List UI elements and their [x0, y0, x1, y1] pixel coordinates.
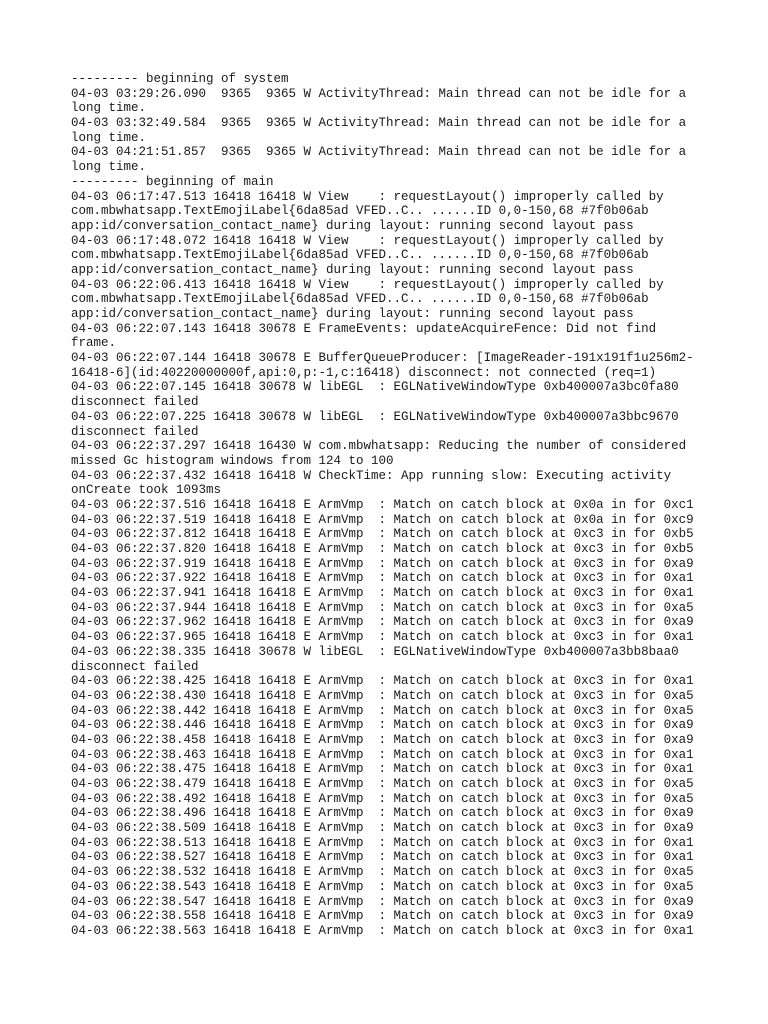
- log-line: 04-03 06:22:38.446 16418 16418 E ArmVmp : Match on catch block at 0xc3 in for 0xa9: [71, 718, 694, 733]
- log-line: missed Gc histogram windows from 124 to 100: [71, 453, 394, 468]
- log-line: 04-03 06:22:38.547 16418 16418 E ArmVmp : Match on catch block at 0xc3 in for 0xa9: [71, 894, 694, 909]
- log-line: com.mbwhatsapp.TextEmojiLabel{6da85ad VFED..C.. ......ID 0,0-150,68 #7f0b06ab: [71, 204, 649, 219]
- log-line: 04-03 06:22:37.962 16418 16418 E ArmVmp : Match on catch block at 0xc3 in for 0xa9: [71, 615, 694, 630]
- log-line: 04-03 06:22:38.532 16418 16418 E ArmVmp : Match on catch block at 0xc3 in for 0xa5: [71, 865, 694, 880]
- log-line: disconnect failed: [71, 424, 199, 439]
- log-line: 04-03 03:29:26.090 9365 9365 W ActivityThread: Main thread can not be idle for a: [71, 86, 687, 101]
- log-line: 04-03 06:22:38.458 16418 16418 E ArmVmp : Match on catch block at 0xc3 in for 0xa9: [71, 732, 694, 747]
- log-line: 04-03 06:22:37.432 16418 16418 W CheckTime: App running slow: Executing activity: [71, 468, 672, 483]
- log-line: 04-03 06:22:37.519 16418 16418 E ArmVmp : Match on catch block at 0x0a in for 0xc9: [71, 512, 694, 527]
- log-line: 04-03 06:22:37.922 16418 16418 E ArmVmp : Match on catch block at 0xc3 in for 0xa1: [71, 571, 694, 586]
- logcat-output: [71, 72, 711, 939]
- log-line: long time.: [71, 130, 147, 145]
- log-line: 04-03 06:22:37.812 16418 16418 E ArmVmp : Match on catch block at 0xc3 in for 0xb5: [71, 527, 694, 542]
- log-line: 04-03 06:22:07.144 16418 30678 E BufferQueueProducer: [ImageReader-191x191f1u256m2-: [71, 351, 694, 366]
- log-line: com.mbwhatsapp.TextEmojiLabel{6da85ad VFED..C.. ......ID 0,0-150,68 #7f0b06ab: [71, 248, 649, 263]
- log-line: 04-03 06:22:07.143 16418 30678 E FrameEvents: updateAcquireFence: Did not find: [71, 321, 657, 336]
- log-line: app:id/conversation_contact_name} during layout: running second layout pass: [71, 262, 634, 277]
- log-line: 04-03 06:22:38.475 16418 16418 E ArmVmp : Match on catch block at 0xc3 in for 0xa1: [71, 762, 694, 777]
- log-line: 04-03 04:21:51.857 9365 9365 W ActivityThread: Main thread can not be idle for a: [71, 145, 687, 160]
- log-line: 04-03 06:22:38.442 16418 16418 E ArmVmp : Match on catch block at 0xc3 in for 0xa5: [71, 703, 694, 718]
- log-line: 04-03 06:22:38.496 16418 16418 E ArmVmp : Match on catch block at 0xc3 in for 0xa9: [71, 806, 694, 821]
- log-line: 04-03 06:22:37.516 16418 16418 E ArmVmp : Match on catch block at 0x0a in for 0xc1: [71, 497, 694, 512]
- log-line: onCreate took 1093ms: [71, 483, 222, 498]
- log-line: com.mbwhatsapp.TextEmojiLabel{6da85ad VFED..C.. ......ID 0,0-150,68 #7f0b06ab: [71, 292, 649, 307]
- log-line: frame.: [71, 336, 117, 351]
- log-line: 04-03 06:22:38.463 16418 16418 E ArmVmp : Match on catch block at 0xc3 in for 0xa1: [71, 747, 694, 762]
- log-line: 04-03 06:22:38.558 16418 16418 E ArmVmp : Match on catch block at 0xc3 in for 0xa9: [71, 909, 694, 924]
- log-line: 04-03 06:17:47.513 16418 16418 W View : requestLayout() improperly called by: [71, 189, 664, 204]
- log-line: 04-03 06:22:38.425 16418 16418 E ArmVmp : Match on catch block at 0xc3 in for 0xa1: [71, 674, 694, 689]
- log-line: 04-03 06:22:38.563 16418 16418 E ArmVmp : Match on catch block at 0xc3 in for 0xa1: [71, 923, 694, 938]
- log-line: 04-03 06:22:37.944 16418 16418 E ArmVmp : Match on catch block at 0xc3 in for 0xa5: [71, 600, 694, 615]
- log-line: app:id/conversation_contact_name} during layout: running second layout pass: [71, 307, 634, 321]
- log-line: disconnect failed: [71, 659, 199, 674]
- log-line: --------- beginning of main: [71, 174, 274, 189]
- log-line: 04-03 06:22:38.492 16418 16418 E ArmVmp : Match on catch block at 0xc3 in for 0xa5: [71, 791, 694, 806]
- log-line: --------- beginning of system: [71, 72, 289, 86]
- log-line: 04-03 06:22:38.543 16418 16418 E ArmVmp : Match on catch block at 0xc3 in for 0xa5: [71, 879, 694, 894]
- log-line: 04-03 06:22:37.820 16418 16418 E ArmVmp : Match on catch block at 0xc3 in for 0xb5: [71, 542, 694, 556]
- log-line: disconnect failed: [71, 395, 199, 410]
- log-line: 04-03 06:22:38.513 16418 16418 E ArmVmp : Match on catch block at 0xc3 in for 0xa1: [71, 835, 694, 850]
- log-line: 04-03 06:22:37.941 16418 16418 E ArmVmp : Match on catch block at 0xc3 in for 0xa1: [71, 586, 694, 601]
- log-line: 04-03 06:22:38.430 16418 16418 E ArmVmp : Match on catch block at 0xc3 in for 0xa5: [71, 688, 694, 703]
- log-line: app:id/conversation_contact_name} during layout: running second layout pass: [71, 218, 634, 233]
- log-line: 04-03 06:22:07.225 16418 30678 W libEGL : EGLNativeWindowType 0xb400007a3bbc9670: [71, 409, 679, 424]
- log-line: 04-03 06:22:06.413 16418 16418 W View : requestLayout() improperly called by: [71, 277, 664, 292]
- log-line: 04-03 06:17:48.072 16418 16418 W View : requestLayout() improperly called by: [71, 233, 664, 248]
- log-line: 04-03 03:32:49.584 9365 9365 W ActivityThread: Main thread can not be idle for a: [71, 116, 687, 131]
- log-line: 04-03 06:22:07.145 16418 30678 W libEGL : EGLNativeWindowType 0xb400007a3bc0fa80: [71, 380, 679, 395]
- log-line: 04-03 06:22:38.527 16418 16418 E ArmVmp : Match on catch block at 0xc3 in for 0xa1: [71, 850, 694, 865]
- log-line: 04-03 06:22:37.965 16418 16418 E ArmVmp : Match on catch block at 0xc3 in for 0xa1: [71, 630, 694, 645]
- log-line: 04-03 06:22:37.297 16418 16430 W com.mbwhatsapp: Reducing the number of considered: [71, 439, 687, 454]
- log-line: long time.: [71, 101, 147, 116]
- log-line: 04-03 06:22:38.335 16418 30678 W libEGL : EGLNativeWindowType 0xb400007a3bb8baa0: [71, 644, 679, 659]
- log-line: 04-03 06:22:38.509 16418 16418 E ArmVmp : Match on catch block at 0xc3 in for 0xa9: [71, 821, 694, 836]
- log-line: long time.: [71, 160, 147, 175]
- log-line: 04-03 06:22:37.919 16418 16418 E ArmVmp : Match on catch block at 0xc3 in for 0xa9: [71, 556, 694, 571]
- log-line: 16418-6](id:40220000000f,api:0,p:-1,c:16418) disconnect: not connected (req=1): [71, 365, 657, 380]
- log-line: 04-03 06:22:38.479 16418 16418 E ArmVmp : Match on catch block at 0xc3 in for 0xa5: [71, 777, 694, 791]
